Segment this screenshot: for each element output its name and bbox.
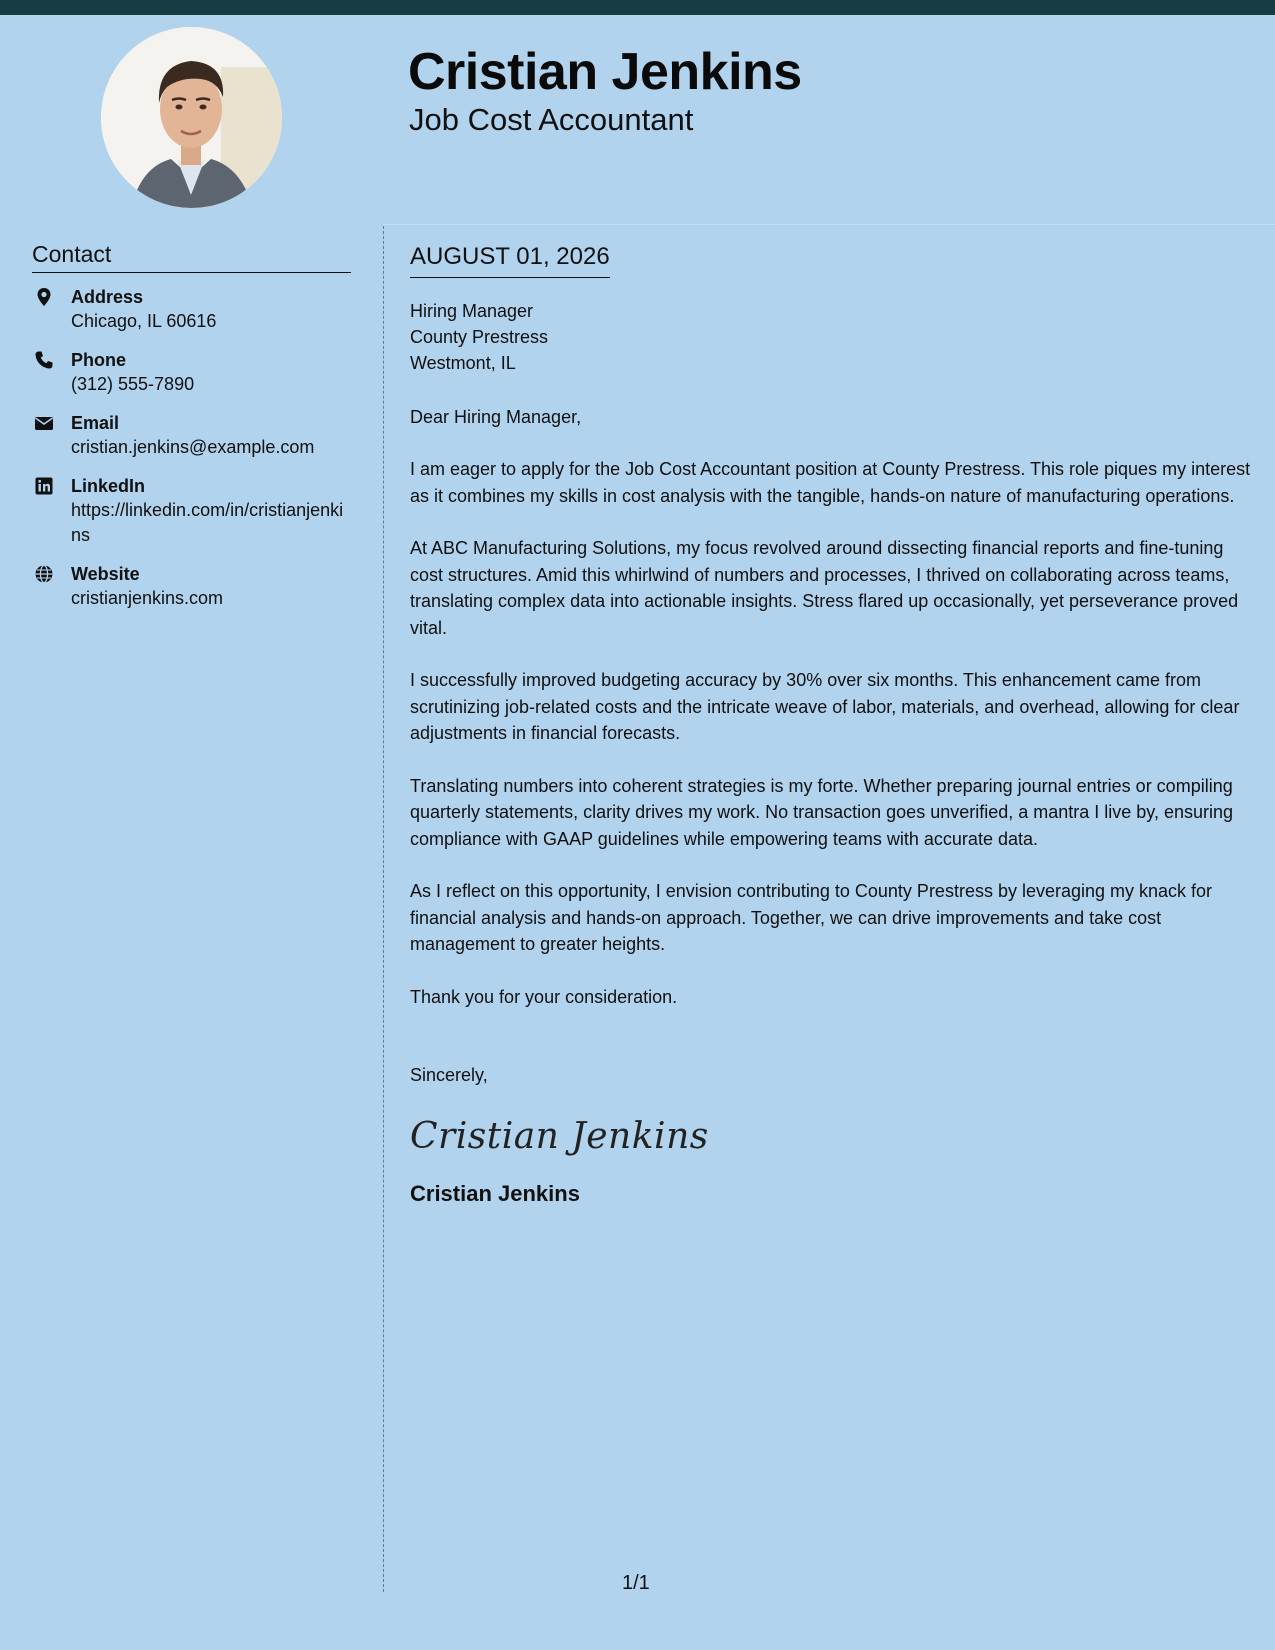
phone-icon	[34, 350, 54, 370]
signature: Cristian Jenkins	[410, 1116, 709, 1157]
contact-heading: Contact	[32, 241, 351, 273]
header-divider	[383, 224, 1275, 225]
contact-value: Chicago, IL 60616	[71, 311, 217, 331]
recipient-line: County Prestress	[410, 327, 549, 347]
contact-label: Address	[71, 287, 144, 307]
contact-value: https://linkedin.com/in/cristianjenkins	[71, 500, 344, 545]
letter-paragraph: At ABC Manufacturing Solutions, my focus revolved around dissecting financial reports and fine-tuning cost structures. Amid this whirlwind of numbers and processes, I thrived on collaborating across teams, translating complex data into actionable insights. Stress flared up occasionally, yet perseverance proved vital.	[410, 538, 1239, 638]
page-number: 1/1	[622, 1572, 650, 1594]
contact-label: Phone	[71, 350, 127, 370]
contact-item-linkedin	[32, 474, 351, 548]
contact-value: (312) 555-7890	[71, 374, 195, 394]
contact-value: cristianjenkins.com	[71, 588, 224, 608]
letter-paragraph: Thank you for your consideration.	[410, 986, 678, 1007]
profile-photo	[101, 27, 282, 208]
letter-paragraph: I am eager to apply for the Job Cost Accountant position at County Prestress. This role piques my interest as it combines my skills in cost analysis with the tangible, hands-on nature of manufacturing operations.	[410, 459, 1251, 506]
letter-paragraph: As I reflect on this opportunity, I envision contributing to County Prestress by leveraging my knack for financial analysis and hands-on approach. Together, we can drive improvements and take cost management to greater heights.	[410, 881, 1213, 954]
contact-label: LinkedIn	[71, 476, 146, 496]
contact-item-email	[32, 411, 351, 460]
recipient-line: Hiring Manager	[410, 301, 534, 321]
letter-paragraph: Translating numbers into coherent strategies is my forte. Whether preparing journal entries or compiling quarterly statements, clarity drives my work. No transaction goes unverified, a mantra I live by, ensuring compliance with GAAP guidelines while empowering teams with accurate data.	[410, 775, 1234, 849]
top-accent-bar	[0, 0, 1275, 15]
letter-paragraph: I successfully improved budgeting accuracy by 30% over six months. This enhancement came from scrutinizing job-related costs and the intricate weave of labor, materials, and overhead, allowing for clear adjustments in financial forecasts.	[410, 670, 1240, 743]
contact-item-phone	[32, 348, 351, 397]
contact-value: cristian.jenkins@example.com	[71, 437, 315, 457]
recipient-block	[410, 298, 1255, 376]
letter-date: AUGUST 01, 2026	[410, 243, 610, 278]
contact-list	[32, 285, 351, 625]
job-title: Job Cost Accountant	[409, 102, 694, 137]
salutation: Dear Hiring Manager,	[410, 407, 582, 427]
globe-icon	[34, 564, 54, 584]
letter-body	[410, 243, 1255, 1207]
signed-name: Cristian Jenkins	[410, 1181, 580, 1206]
contact-item-website	[32, 562, 351, 611]
envelope-icon	[34, 413, 54, 433]
recipient-line: Westmont, IL	[410, 353, 516, 373]
closing: Sincerely,	[410, 1065, 488, 1085]
linkedin-icon	[34, 476, 54, 496]
column-divider	[383, 226, 384, 1592]
map-pin-icon	[34, 287, 54, 307]
contact-item-address	[32, 285, 351, 334]
candidate-name: Cristian Jenkins	[408, 43, 802, 101]
contact-label: Email	[71, 413, 120, 433]
contact-label: Website	[71, 564, 140, 584]
